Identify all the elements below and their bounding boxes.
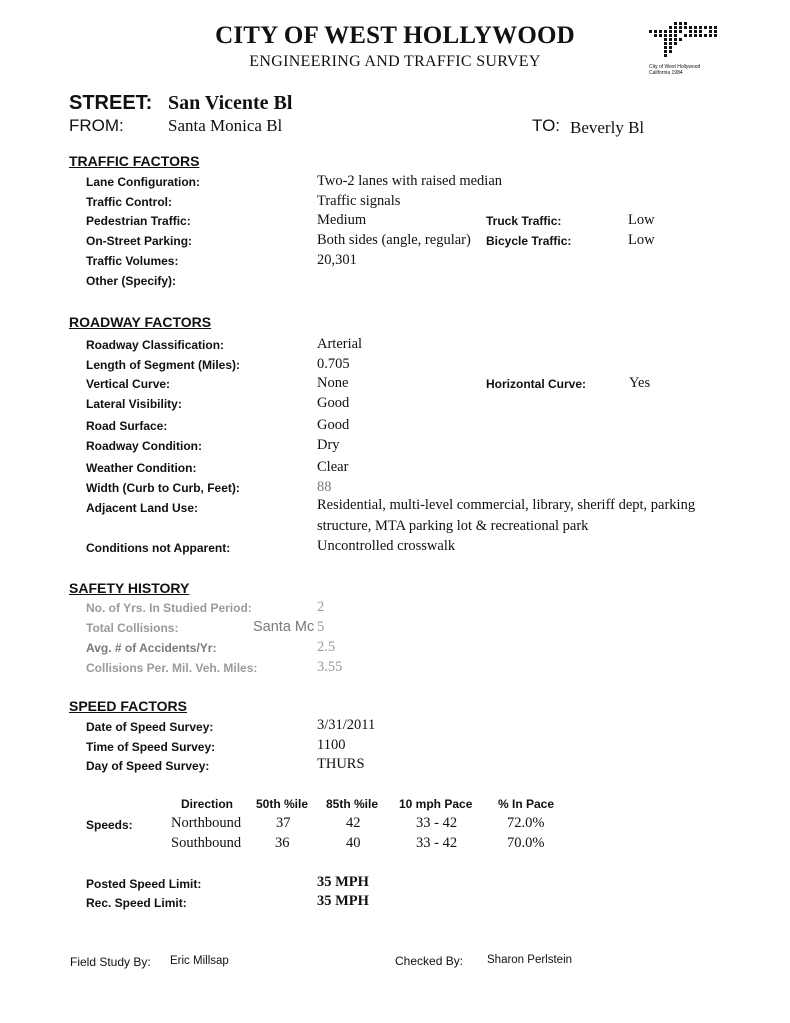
other-specify-label: Other (Specify): <box>86 274 177 288</box>
speed-survey-time-label: Time of Speed Survey: <box>86 740 216 754</box>
roadway-factors-heading: ROADWAY FACTORS <box>69 314 212 330</box>
table-row-50th: 36 <box>275 835 290 851</box>
column-header-50th: 50th %ile <box>256 797 309 811</box>
conditions-not-apparent-label: Conditions not Apparent: <box>86 541 231 555</box>
pedestrian-traffic-label: Pedestrian Traffic: <box>86 214 191 228</box>
years-studied-value: 2 <box>317 599 325 615</box>
roadway-classification-label: Roadway Classification: <box>86 338 225 352</box>
road-surface-label: Road Surface: <box>86 419 168 433</box>
column-header-pace: 10 mph Pace <box>399 797 473 811</box>
lane-configuration-value: Two-2 lanes with raised median <box>317 173 503 189</box>
table-row-85th: 42 <box>346 815 361 831</box>
vertical-curve-value: None <box>317 375 349 391</box>
speeds-label: Speeds: <box>86 818 133 832</box>
from-value: Santa Monica Bl <box>168 116 283 135</box>
weather-condition-value: Clear <box>317 459 349 475</box>
page-title: CITY OF WEST HOLLYWOOD <box>215 22 575 49</box>
horizontal-curve-value: Yes <box>629 375 651 391</box>
speed-survey-day-value: THURS <box>317 756 365 772</box>
traffic-control-value: Traffic signals <box>317 193 401 209</box>
adjacent-land-use-label: Adjacent Land Use: <box>86 501 199 515</box>
posted-speed-limit-label: Posted Speed Limit: <box>86 877 202 891</box>
avg-accidents-value: 2.5 <box>317 639 336 655</box>
road-surface-value: Good <box>317 417 350 433</box>
table-row-50th: 37 <box>276 815 291 831</box>
adjacent-land-use-value-line-1: Residential, multi-level commercial, library, sheriff dept, parking <box>317 497 696 513</box>
adjacent-land-use-value-line-2: structure, MTA parking lot & recreational park <box>317 518 589 534</box>
segment-length-label: Length of Segment (Miles): <box>86 358 240 372</box>
from-label: FROM: <box>69 116 124 135</box>
logo-caption <box>649 64 700 76</box>
rec-speed-limit-value: 35 MPH <box>317 893 369 909</box>
truck-traffic-label: Truck Traffic: <box>486 214 562 228</box>
safety-history-heading: SAFETY HISTORY <box>69 580 190 596</box>
traffic-control-label: Traffic Control: <box>86 195 172 209</box>
logo-caption-line-1: City of West Hollywood <box>649 64 701 70</box>
roadway-classification-value: Arterial <box>317 336 363 352</box>
speed-survey-date-value: 3/31/2011 <box>317 717 376 733</box>
on-street-parking-value: Both sides (angle, regular) <box>317 232 471 248</box>
field-study-label: Field Study By: <box>70 955 151 969</box>
pedestrian-traffic-value: Medium <box>317 212 367 228</box>
bicycle-traffic-value: Low <box>628 232 655 248</box>
speed-factors-heading: SPEED FACTORS <box>69 698 187 714</box>
column-header-in-pace: % In Pace <box>498 797 555 811</box>
street-label: STREET: <box>69 92 153 114</box>
logo-caption-line-2: California 1984 <box>649 70 683 76</box>
lateral-visibility-value: Good <box>317 395 350 411</box>
roadway-condition-label: Roadway Condition: <box>86 439 202 453</box>
total-collisions-overlay-text: Santa Mc <box>253 619 315 635</box>
bicycle-traffic-label: Bicycle Traffic: <box>486 234 572 248</box>
table-row-direction: Northbound <box>171 815 242 831</box>
checked-by-label: Checked By: <box>395 954 464 968</box>
vertical-curve-label: Vertical Curve: <box>86 377 171 391</box>
traffic-factors-heading: TRAFFIC FACTORS <box>69 153 200 169</box>
speed-survey-time-value: 1100 <box>317 737 346 753</box>
rec-speed-limit-label: Rec. Speed Limit: <box>86 896 187 910</box>
speed-survey-date-label: Date of Speed Survey: <box>86 720 214 734</box>
lane-configuration-label: Lane Configuration: <box>86 175 200 189</box>
avg-accidents-label: Avg. # of Accidents/Yr: <box>86 641 217 655</box>
street-value: San Vicente Bl <box>168 92 293 114</box>
total-collisions-label: Total Collisions: <box>86 621 179 635</box>
table-row-direction: Southbound <box>171 835 242 851</box>
table-row-in-pace: 70.0% <box>507 835 545 851</box>
weather-condition-label: Weather Condition: <box>86 461 197 475</box>
posted-speed-limit-value: 35 MPH <box>317 874 369 890</box>
table-row-pace: 33 - 42 <box>416 835 458 851</box>
checked-by-value: Sharon Perlstein <box>487 954 573 966</box>
column-header-direction: Direction <box>181 797 234 811</box>
total-collisions-value: 5 <box>317 619 325 635</box>
page-subtitle: ENGINEERING AND TRAFFIC SURVEY <box>249 53 541 70</box>
traffic-volumes-value: 20,301 <box>317 252 357 268</box>
conditions-not-apparent-value: Uncontrolled crosswalk <box>317 538 456 554</box>
to-value: Beverly Bl <box>570 118 645 137</box>
lateral-visibility-label: Lateral Visibility: <box>86 397 182 411</box>
to-label: TO: <box>532 116 561 135</box>
field-study-value: Eric Millsap <box>170 955 229 967</box>
horizontal-curve-label: Horizontal Curve: <box>486 377 587 391</box>
width-curb-label: Width (Curb to Curb, Feet): <box>86 481 240 495</box>
roadway-condition-value: Dry <box>317 437 340 453</box>
collisions-per-mil-value: 3.55 <box>317 659 343 675</box>
table-row-pace: 33 - 42 <box>416 815 458 831</box>
years-studied-label: No. of Yrs. In Studied Period: <box>86 601 252 615</box>
width-curb-value: 88 <box>317 479 332 495</box>
speed-survey-day-label: Day of Speed Survey: <box>86 759 210 773</box>
collisions-per-mil-label: Collisions Per. Mil. Veh. Miles: <box>86 661 258 675</box>
table-row-in-pace: 72.0% <box>507 815 545 831</box>
column-header-85th: 85th %ile <box>326 797 379 811</box>
traffic-volumes-label: Traffic Volumes: <box>86 254 179 268</box>
segment-length-value: 0.705 <box>317 356 350 372</box>
on-street-parking-label: On-Street Parking: <box>86 234 193 248</box>
truck-traffic-value: Low <box>628 212 655 228</box>
table-row-85th: 40 <box>346 835 361 851</box>
